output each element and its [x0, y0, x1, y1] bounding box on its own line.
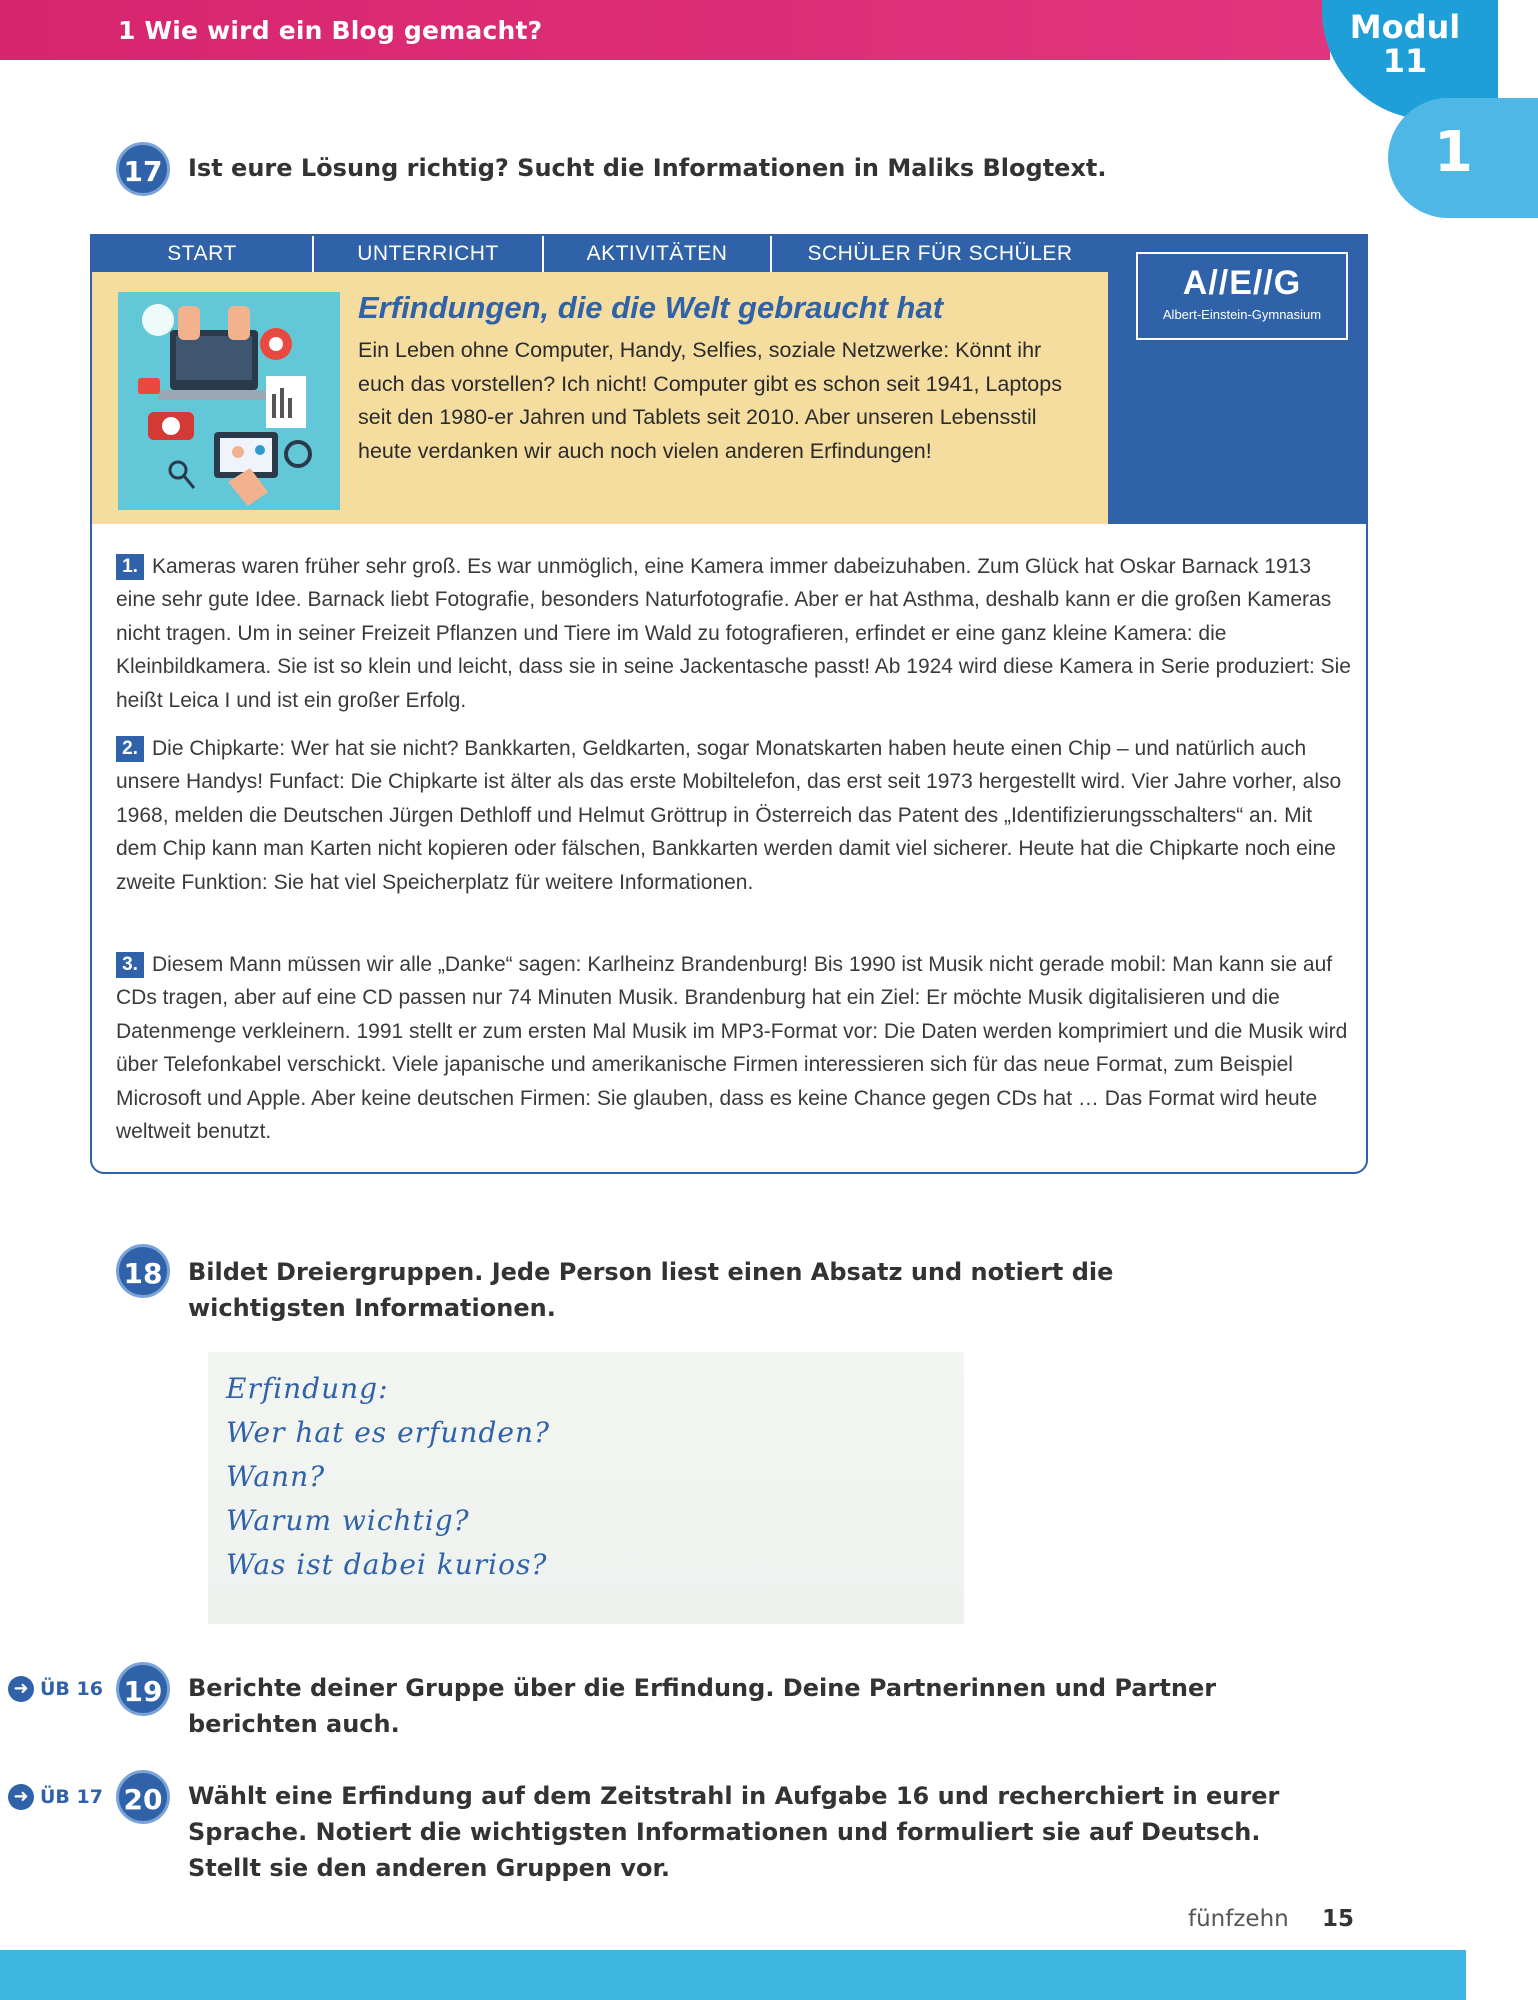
task-18-instruction: Bildet Dreiergruppen. Jede Person liest einen Absatz und notiert die wichtigsten Informationen. — [188, 1258, 1114, 1322]
paragraph-number: 3. — [116, 952, 144, 978]
blog-navigation — [92, 236, 1108, 272]
task-number-20: 20 — [116, 1770, 170, 1824]
task-17-instruction: Ist eure Lösung richtig? Sucht die Informationen in Maliks Blogtext. — [188, 154, 1107, 182]
unit-number: 1 — [1434, 120, 1473, 185]
workbook-ref-label: ÜB 17 — [40, 1786, 103, 1808]
blog-hero — [92, 272, 1108, 524]
unit-tab — [1388, 98, 1538, 218]
note-warum: Warum wichtig? — [226, 1504, 470, 1537]
workbook-ref-label: ÜB 16 — [40, 1678, 103, 1700]
blog-intro: Ein Leben ohne Computer, Handy, Selfies, soziale Netzwerke: Könnt ihr euch das vorstellen? Ich nicht! Computer gibt es schon seit 1941, Laptops seit den 1980-er Jahren und Tablets seit 2010. Aber unseren Lebensstil heute verdanken wir auch noch vielen anderen Erfindungen! — [358, 338, 1062, 463]
modul-number: 11 — [1382, 42, 1428, 80]
technology-illustration — [118, 292, 340, 510]
note-wann: Wann? — [226, 1460, 326, 1493]
note-wer: Wer hat es erfunden? — [226, 1416, 550, 1449]
task-number-17: 17 — [116, 142, 170, 196]
page-number-word: fünfzehn — [1188, 1906, 1289, 1932]
modul-word: Modul — [1349, 8, 1461, 46]
blog-article — [90, 234, 1368, 1174]
devices-icon — [118, 292, 340, 510]
paragraph-text: Diesem Mann müssen wir alle „Danke“ sagen: Karlheinz Brandenburg! Bis 1990 ist Musik nicht gerade mobil: Man kann sie auf CDs tragen, aber auf eine CD passen nur 74 Minuten Musik. Brandenburg hat ein Ziel: Er möchte Musik digitalisieren und die Datenmenge verkleinern. 1991 stellt er zum ersten Mal Musik im MP3-Format vor: Die Daten werden komprimiert und die Musik wird über Telefonkabel verschickt. Viele japanische und amerikanische Firmen interessieren sich für das neue Format, zum Beispiel Microsoft und Apple. Aber keine deutschen Firmen: Sie glauben, dass es keine Chance gegen CDs hat … Das Format wird heute weltweit benutzt. — [116, 953, 1348, 1144]
chapter-header-band — [0, 0, 1330, 60]
workbook-ref-17[interactable] — [8, 1784, 103, 1810]
nav-aktivitaeten[interactable]: AKTIVITÄTEN — [544, 236, 772, 272]
task-number-19: 19 — [116, 1662, 170, 1716]
paragraph-text: Die Chipkarte: Wer hat sie nicht? Bankkarten, Geldkarten, sogar Monatskarten haben heute einen Chip – und natürlich auch unsere Handys! Funfact: Die Chipkarte ist älter als das erste Mobiltelefon, das erst seit 1973 hergestellt wird. Vier Jahre vorher, also 1968, melden die Deutschen Jürgen Dethloff und Helmut Gröttrup in Österreich das Patent des „Identifizierungsschalters“ an. Mit dem Chip kann man Karten nicht kopieren oder fälschen, Bankkarten werden damit viel sicherer. Heute hat die Chipkarte noch eine zweite Funktion: Sie hat viel Speicherplatz für weitere Informationen. — [116, 737, 1342, 894]
paragraph-text: Kameras waren früher sehr groß. Es war unmöglich, eine Kamera immer dabeizuhaben. Zum Glück hat Oskar Barnack 1913 eine sehr gute Idee. Barnack liebt Fotografie, besonders Naturfotografie. Aber er hat Asthma, deshalb kann er die großen Kameras nicht tragen. Um in seiner Freizeit Pflanzen und Tiere im Wald zu fotografieren, erfindet er eine ganz kleine Kamera: die Kleinbildkamera. Sie ist so klein und leicht, dass sie in seine Jackentasche passt! Ab 1924 wird diese Kamera in Serie produziert: Sie heißt Leica I und ist ein großer Erfolg. — [116, 555, 1351, 712]
school-logo — [1136, 252, 1348, 340]
task-20-instruction: Wählt eine Erfindung auf dem Zeitstrahl in Aufgabe 16 und recherchiert in eurer Sprache. Notiert die wichtigsten Informationen und formuliert sie auf Deutsch. Stellt sie den anderen Gruppen vor. — [188, 1782, 1280, 1882]
footer-band — [0, 1950, 1466, 2000]
blog-paragraph-3 — [116, 948, 1352, 1148]
paragraph-number: 1. — [116, 554, 144, 580]
nav-start[interactable]: START — [92, 236, 314, 272]
chapter-title: 1 Wie wird ein Blog gemacht? — [118, 16, 543, 45]
modul-label — [1345, 10, 1465, 78]
blog-paragraph-1 — [116, 550, 1352, 717]
blog-paragraph-2 — [116, 732, 1352, 899]
school-logo-mark: A//E//G — [1182, 264, 1302, 302]
school-name: Albert-Einstein-Gymnasium — [1162, 307, 1322, 322]
nav-schueler-fuer-schueler[interactable]: SCHÜLER FÜR SCHÜLER — [807, 242, 1073, 265]
note-erfindung: Erfindung: — [226, 1372, 389, 1405]
workbook-ref-16[interactable] — [8, 1676, 103, 1702]
paragraph-number: 2. — [116, 736, 144, 762]
arrow-right-icon: ➜ — [8, 1784, 34, 1810]
task-19-instruction: Berichte deiner Gruppe über die Erfindung. Deine Partnerinnen und Partner berichten auch. — [188, 1674, 1217, 1738]
note-kurios: Was ist dabei kurios? — [226, 1548, 548, 1581]
task-number-18: 18 — [116, 1244, 170, 1298]
page-number: 15 — [1322, 1906, 1355, 1932]
blog-title: Erfindungen, die die Welt gebraucht hat — [358, 290, 944, 325]
nav-unterricht[interactable]: UNTERRICHT — [314, 236, 544, 272]
arrow-right-icon: ➜ — [8, 1676, 34, 1702]
